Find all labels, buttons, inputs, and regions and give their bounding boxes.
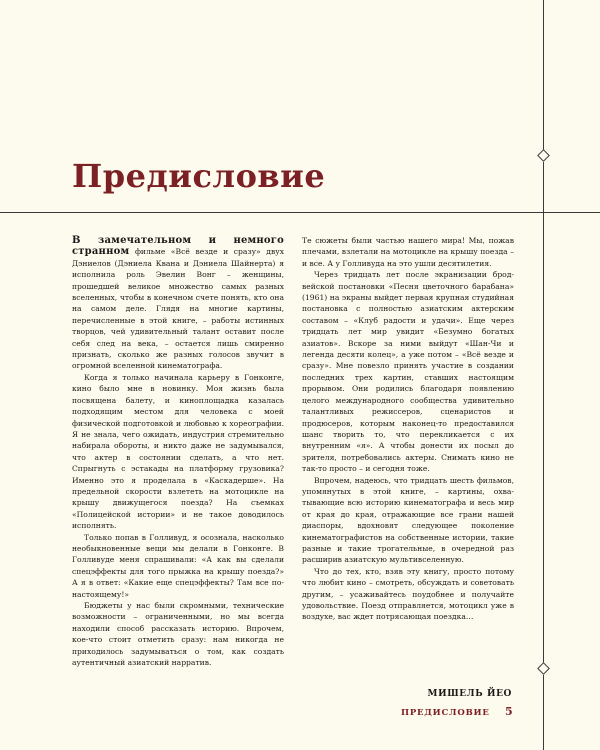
paragraph-text: фильме «Всё везде и сразу» двух Дэниелов (Дэниела Квана и Дэниела Шайнерта) я исполнила роль Эвелин Вонг – женщины, прошедшей великое множество самых разных вселенных, чтобы в конечном счете понять, кто она на самом деле. Глядя на многие картины, перечисленные в этой книге, – работы истинных творцов, чей удивительный талант оставит после себя след на века, – остается лишь смиренно признать, сколько же разных голосов звучит в огромной вселенной кинематографа. (72, 247, 284, 371)
frame-bottom-stub (543, 675, 544, 750)
left-text-column (72, 235, 284, 668)
frame-bottom-line (543, 212, 544, 664)
heading-rule (0, 212, 600, 213)
paragraph: Только попав в Голливуд, я осознала, насколько необыкновенные вещи мы делали в Гонконге. В Голливуде меня спрашивали: «А как вы сделали спецэффекты для того прыжка на крышу поезда?» А я в ответ: «Какие еще спецэффекты? Там все по-настоящему!» (72, 532, 284, 599)
running-footer-section: ПРЕДИСЛОВИЕ (401, 708, 490, 718)
frame-top-line (543, 0, 544, 152)
paragraph: Впрочем, надеюсь, что тридцать шесть фильмов, упомянутых в этой книге, – картины, охватывающие всю историю кинематографа и весь мир от края до края, отражающие все грани нашей диаспоры, вдохновят следующее поколение кинематографистов на собственные истории, такие разные и такие трогательные, в очередной раз расширив азиатскую мультивселенную. (302, 475, 514, 565)
paragraph: Бюджеты у нас были скромными, технические возможности – ограниченными, но мы всегда находили способ рассказать историю. Впрочем, кое-что стоит отметить сразу: нам никогда не приходилось задумываться о том, как создать аутентичный азиатский нарратив. (72, 601, 284, 668)
diamond-ornament-bottom (537, 662, 550, 675)
paragraph: Что до тех, кто, взяв эту книгу, просто потому что любит кино – смотреть, обсуждать и советовать другим, – усаживайтесь поудобнее и получайте удовольствие. Поезд отправляется, мотоцикл уже в воздухе, вас ждет потрясающая поездка… (302, 566, 514, 622)
lead-phrase: В замечательном и немного странном (72, 235, 284, 258)
page-number: 5 (505, 705, 513, 718)
author-signature: МИШЕЛЬ ЙЕО (427, 689, 512, 699)
frame-mid-line (543, 162, 544, 212)
paragraph (72, 235, 284, 372)
paragraph: Через тридцать лет после экранизации бродвейской постановки «Песня цветочного барабана» (1961) на экраны выйдет первая крупная студийная постановка с полностью азиатским актерским составом – «Клуб радости и удачи». Еще через тридцать лет мир увидит «Безумно богатых азиатов». Вскоре за ними выйдут «Шан-Чи и легенда десяти колец», а уже потом – «Всё везде и сразу». Мне повезло принять участие в создании последних трех картин, ставших настоящим прорывом. Они родились благодаря появлению целого международного сообщества удивительно талантливых режиссеров, сценаристов и продюсеров, которым наконец-то предоставился шанс творить то, что перекликается с их внутренним «я». А чтобы донести их посыл до зрителя, потребовались актеры. Снимать кино не так-то просто – и сегодня тоже. (302, 270, 514, 474)
paragraph: Когда я только начинала карьеру в Гонконге, кино было мне в новинку. Моя жизнь была посвящена балету, и киноплощадка казалась подходящим местом для человека с моей физической подготовкой и любовью к хореографии. Я не знала, чего ожидать, индустрия стремительно набирала обороты, и никто даже не задумывался, что актер в состоянии сделать, а что нет. Спрыгнуть с эстакады на платформу грузовика? Именно это я проделала в «Каскадерше». На предельной скорости взлететь на мотоцикле на крышу движущегося поезда? На съемках «Полицейской истории» и не такое доводилось исполнять. (72, 372, 284, 531)
paragraph: Те сюжеты были частью нашего мира! Мы, пожав плечами, взлетали на мотоцикле на крышу поезда – и все. А у Голливуда на это ушли десятилетия. (302, 236, 514, 268)
right-text-column (302, 235, 514, 623)
page-title: Предисловие (72, 157, 326, 195)
diamond-ornament-top (537, 149, 550, 162)
